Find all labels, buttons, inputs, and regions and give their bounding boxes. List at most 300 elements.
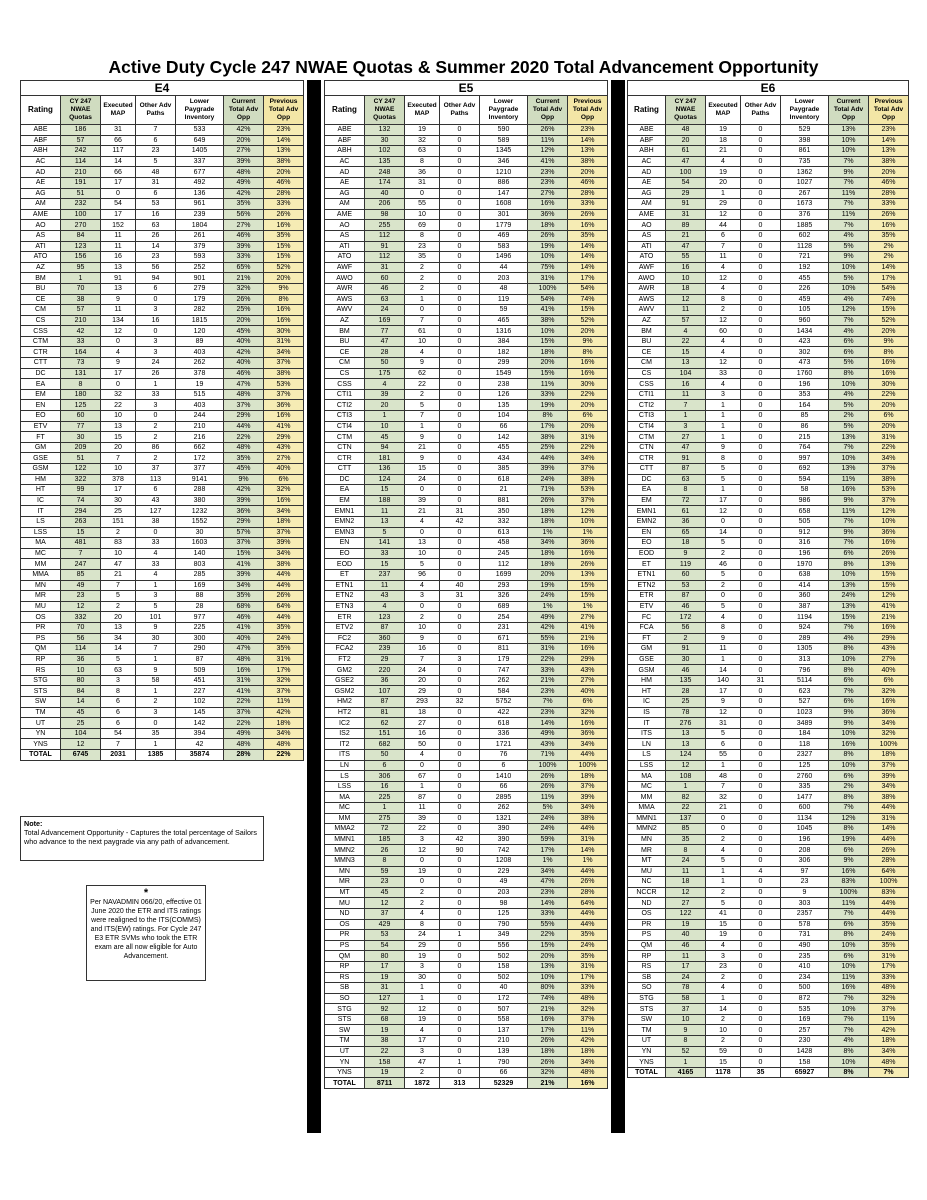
cell-current-adv-opp: 10% <box>829 146 869 157</box>
table-row <box>628 283 909 294</box>
table-row <box>325 241 608 252</box>
cell-quota: 45 <box>365 887 405 898</box>
cell-quota: 62 <box>365 718 405 729</box>
cell-current-adv-opp: 23% <box>528 707 568 718</box>
cell-other-adv-paths: 0 <box>440 252 480 263</box>
cell-rating: FT <box>628 633 666 644</box>
cell-quota: 8 <box>61 379 101 390</box>
table-row <box>21 580 304 591</box>
cell-rating: EA <box>21 379 61 390</box>
cell-executed-map: 4 <box>706 612 741 623</box>
table-row <box>628 654 909 665</box>
cell-lower-inventory: 387 <box>781 601 829 612</box>
cell-previous-adv-opp: 44% <box>568 750 608 761</box>
cell-quota: 8 <box>666 485 706 496</box>
table-row <box>21 538 304 549</box>
cell-executed-map: 1 <box>706 654 741 665</box>
cell-other-adv-paths: 0 <box>741 262 781 273</box>
cell-quota: 151 <box>365 728 405 739</box>
cell-other-adv-paths: 0 <box>440 432 480 443</box>
rating-label: ITS <box>641 730 652 738</box>
cell-previous-adv-opp: 8% <box>264 294 304 305</box>
cell-rating: IC <box>628 697 666 708</box>
cell-executed-map: 5 <box>706 474 741 485</box>
column-header-current-adv-opp: Current Total Adv Opp <box>528 96 568 125</box>
cell-other-adv-paths: 0 <box>741 305 781 316</box>
cell-previous-adv-opp: 16% <box>264 220 304 231</box>
cell-previous-adv-opp: 14% <box>568 241 608 252</box>
cell-previous-adv-opp: 20% <box>568 167 608 178</box>
table-row <box>21 612 304 623</box>
cell-lower-inventory: 649 <box>176 135 224 146</box>
cell-current-adv-opp: 13% <box>528 961 568 972</box>
cell-lower-inventory: 1208 <box>480 855 528 866</box>
cell-current-adv-opp: 16% <box>224 665 264 676</box>
cell-previous-adv-opp: 16% <box>869 368 909 379</box>
cell-previous-adv-opp: 18% <box>568 771 608 782</box>
cell-executed-map: 15 <box>706 919 741 930</box>
cell-executed-map: 15 <box>405 464 440 475</box>
cell-executed-map: 1 <box>706 485 741 496</box>
cell-lower-inventory: 593 <box>176 252 224 263</box>
cell-executed-map: 21 <box>101 569 136 580</box>
cell-executed-map: 6 <box>101 707 136 718</box>
cell-previous-adv-opp: 37% <box>568 464 608 475</box>
cell-lower-inventory: 398 <box>781 135 829 146</box>
cell-current-adv-opp: 9% <box>829 167 869 178</box>
cell-other-adv-paths: 0 <box>440 972 480 983</box>
cell-lower-inventory: 403 <box>176 347 224 358</box>
cell-previous-adv-opp: 37% <box>568 495 608 506</box>
cell-rating: IC2 <box>325 718 365 729</box>
cell-executed-map: 5 <box>706 728 741 739</box>
table-row <box>325 336 608 347</box>
cell-other-adv-paths: 16 <box>136 315 176 326</box>
cell-other-adv-paths: 0 <box>741 432 781 443</box>
cell-rating: EO <box>628 538 666 549</box>
table-row <box>628 1036 909 1047</box>
table-row <box>21 199 304 210</box>
cell-executed-map: 11 <box>101 305 136 316</box>
cell-quota: 22 <box>365 1046 405 1057</box>
cell-previous-adv-opp: 24% <box>568 940 608 951</box>
cell-executed-map: 54 <box>101 728 136 739</box>
table-row <box>325 548 608 559</box>
cell-other-adv-paths: 0 <box>741 125 781 136</box>
cell-rating: IS2 <box>325 728 365 739</box>
cell-quota: 15 <box>61 527 101 538</box>
cell-quota: 50 <box>365 750 405 761</box>
table-row <box>325 230 608 241</box>
cell-lower-inventory: 721 <box>781 252 829 263</box>
cell-executed-map: 7 <box>405 654 440 665</box>
cell-quota: 16 <box>666 379 706 390</box>
table-row <box>21 622 304 633</box>
cell-rating: NC <box>628 877 666 888</box>
cell-executed-map: 10 <box>405 548 440 559</box>
table-row <box>21 241 304 252</box>
cell-previous-adv-opp: 46% <box>264 177 304 188</box>
cell-executed-map: 4 <box>405 908 440 919</box>
cell-executed-map: 1 <box>405 993 440 1004</box>
cell-quota: 114 <box>61 156 101 167</box>
cell-quota: 100 <box>666 167 706 178</box>
cell-quota: 247 <box>61 559 101 570</box>
cell-previous-adv-opp: 34% <box>568 1057 608 1068</box>
cell-rating: LSS <box>325 781 365 792</box>
column-header-other-adv-paths: Other Adv Paths <box>440 96 480 125</box>
cell-quota: 1 <box>666 1057 706 1068</box>
cell-current-adv-opp: 18% <box>528 347 568 358</box>
cell-other-adv-paths: 38 <box>136 516 176 527</box>
cell-rating: MM <box>21 559 61 570</box>
cell-lower-inventory: 671 <box>480 633 528 644</box>
cell-rating: EMN1 <box>325 506 365 517</box>
cell-other-adv-paths: 0 <box>741 919 781 930</box>
cell-rating: AC <box>325 156 365 167</box>
cell-quota: 25 <box>666 697 706 708</box>
cell-executed-map: 17 <box>405 1036 440 1047</box>
cell-other-adv-paths: 0 <box>440 453 480 464</box>
cell-lower-inventory: 469 <box>480 230 528 241</box>
cell-previous-adv-opp: 37% <box>264 358 304 369</box>
table-row <box>628 644 909 655</box>
cell-other-adv-paths: 0 <box>440 220 480 231</box>
cell-other-adv-paths: 0 <box>741 188 781 199</box>
cell-other-adv-paths: 0 <box>440 358 480 369</box>
cell-current-adv-opp: 68% <box>224 601 264 612</box>
cell-other-adv-paths: 0 <box>741 898 781 909</box>
cell-previous-adv-opp: 26% <box>568 209 608 220</box>
cell-previous-adv-opp: 35% <box>869 919 909 930</box>
cell-executed-map: 19 <box>405 1014 440 1025</box>
cell-previous-adv-opp: 10% <box>568 516 608 527</box>
cell-previous-adv-opp: 35% <box>264 644 304 655</box>
cell-rating: QM <box>628 940 666 951</box>
cell-executed-map: 378 <box>101 474 136 485</box>
cell-previous-adv-opp: 100% <box>568 760 608 771</box>
cell-current-adv-opp: 21% <box>224 273 264 284</box>
table-row <box>21 527 304 538</box>
cell-executed-map: 36 <box>405 167 440 178</box>
cell-quota: 87 <box>666 464 706 475</box>
cell-other-adv-paths: 0 <box>440 866 480 877</box>
table-row <box>325 718 608 729</box>
cell-lower-inventory: 558 <box>480 1014 528 1025</box>
cell-current-adv-opp: 31% <box>528 273 568 284</box>
section-label: E4 <box>21 81 304 96</box>
cell-other-adv-paths: 0 <box>741 707 781 718</box>
cell-previous-adv-opp: 12% <box>869 591 909 602</box>
cell-current-adv-opp: 100% <box>829 887 869 898</box>
cell-executed-map: 2 <box>405 898 440 909</box>
cell-quota: 89 <box>666 220 706 231</box>
cell-previous-adv-opp: 74% <box>568 294 608 305</box>
cell-executed-map: 16 <box>405 644 440 655</box>
cell-executed-map: 39 <box>405 495 440 506</box>
cell-lower-inventory: 235 <box>781 951 829 962</box>
cell-quota: 107 <box>365 686 405 697</box>
cell-rating: CTT <box>21 358 61 369</box>
cell-current-adv-opp: 24% <box>528 813 568 824</box>
cell-lower-inventory: 578 <box>781 919 829 930</box>
total-row <box>628 1067 909 1078</box>
cell-rating: PS <box>325 940 365 951</box>
cell-previous-adv-opp: 48% <box>869 983 909 994</box>
table-row <box>628 919 909 930</box>
table-row <box>325 1067 608 1078</box>
cell-lower-inventory: 120 <box>176 326 224 337</box>
cell-previous-adv-opp: 13% <box>869 559 909 570</box>
cell-other-adv-paths: 0 <box>741 336 781 347</box>
cell-lower-inventory: 49 <box>480 877 528 888</box>
cell-rating: MMA <box>628 803 666 814</box>
cell-previous-adv-opp: 46% <box>869 177 909 188</box>
table-row <box>21 707 304 718</box>
cell-current-adv-opp: 8% <box>829 559 869 570</box>
cell-previous-adv-opp: 52% <box>568 315 608 326</box>
cell-lower-inventory: 172 <box>176 453 224 464</box>
cell-current-adv-opp: 10% <box>829 1004 869 1015</box>
cell-rating: SO <box>325 993 365 1004</box>
cell-executed-map: 10 <box>101 548 136 559</box>
cell-current-adv-opp: 12% <box>528 146 568 157</box>
cell-current-adv-opp: 7% <box>829 177 869 188</box>
cell-executed-map: 8 <box>706 622 741 633</box>
table-row <box>628 591 909 602</box>
cell-executed-map: 0 <box>706 516 741 527</box>
cell-lower-inventory: 98 <box>480 898 528 909</box>
cell-rating: HM <box>21 474 61 485</box>
cell-quota: 13 <box>666 728 706 739</box>
cell-other-adv-paths: 0 <box>136 411 176 422</box>
cell-quota: 45 <box>61 707 101 718</box>
cell-rating: CTI2 <box>628 400 666 411</box>
cell-other-adv-paths: 0 <box>741 1014 781 1025</box>
cell-other-adv-paths: 0 <box>741 718 781 729</box>
cell-current-adv-opp: 10% <box>829 940 869 951</box>
cell-current-adv-opp: 23% <box>528 167 568 178</box>
cell-executed-map: 5 <box>405 400 440 411</box>
table-row <box>325 1014 608 1025</box>
cell-previous-adv-opp: 34% <box>264 506 304 517</box>
cell-previous-adv-opp: 37% <box>264 389 304 400</box>
cell-current-adv-opp: 16% <box>829 866 869 877</box>
table-row <box>628 411 909 422</box>
cell-executed-map: 2 <box>706 548 741 559</box>
cell-current-adv-opp: 71% <box>528 750 568 761</box>
cell-other-adv-paths: 0 <box>136 718 176 729</box>
cell-quota: 104 <box>666 368 706 379</box>
table-row <box>628 506 909 517</box>
cell-previous-adv-opp: 32% <box>264 675 304 686</box>
cell-quota: 6 <box>365 760 405 771</box>
cell-previous-adv-opp: 44% <box>869 834 909 845</box>
column-header-other-adv-paths: Other Adv Paths <box>741 96 781 125</box>
cell-executed-map: 5 <box>405 559 440 570</box>
cell-executed-map: 31 <box>405 177 440 188</box>
cell-rating: STS <box>21 686 61 697</box>
table-row <box>325 633 608 644</box>
cell-quota: 125 <box>61 400 101 411</box>
cell-rating: MC <box>21 548 61 559</box>
cell-other-adv-paths: 0 <box>741 591 781 602</box>
cell-executed-map: 29 <box>405 686 440 697</box>
cell-current-adv-opp: 8% <box>829 824 869 835</box>
cell-rating: UT <box>21 718 61 729</box>
cell-previous-adv-opp: 26% <box>869 548 909 559</box>
cell-quota: 70 <box>61 283 101 294</box>
cell-rating <box>313 749 365 761</box>
cell-executed-map: 0 <box>706 813 741 824</box>
cell-rating: MMA <box>21 569 61 580</box>
cell-quota: 220 <box>365 665 405 676</box>
cell-current-adv-opp: 7% <box>829 686 869 697</box>
cell-current-adv-opp: 11% <box>829 209 869 220</box>
cell-other-adv-paths: 0 <box>440 781 480 792</box>
cell-rating: ATO <box>628 252 666 263</box>
cell-previous-adv-opp: 12% <box>568 506 608 517</box>
cell-rating: STG <box>21 675 61 686</box>
cell-executed-map: 11 <box>405 803 440 814</box>
cell-quota: 7 <box>666 400 706 411</box>
cell-current-adv-opp: 16% <box>829 983 869 994</box>
cell-executed-map: 2 <box>101 527 136 538</box>
rating-label: ETR <box>639 592 654 600</box>
table-row <box>325 379 608 390</box>
cell-current-adv-opp: 4% <box>829 389 869 400</box>
cell-rating: OS <box>325 919 365 930</box>
table-row <box>628 400 909 411</box>
cell-other-adv-paths: 42 <box>440 834 480 845</box>
cell-rating: CTI1 <box>628 389 666 400</box>
cell-quota: 206 <box>365 199 405 210</box>
cell-lower-inventory: 1405 <box>176 146 224 157</box>
cell-lower-inventory: 515 <box>176 389 224 400</box>
cell-quota: 12 <box>666 294 706 305</box>
cell-previous-adv-opp: 41% <box>264 421 304 432</box>
cell-executed-map: 63 <box>405 146 440 157</box>
cell-quota: 112 <box>365 252 405 263</box>
cell-executed-map: 12 <box>706 506 741 517</box>
cell-other-adv-paths: 0 <box>440 262 480 273</box>
cell-other-adv-paths: 3 <box>136 400 176 411</box>
cell-lower-inventory: 1549 <box>480 368 528 379</box>
cell-quota: 77 <box>365 326 405 337</box>
cell-quota: 294 <box>61 506 101 517</box>
cell-previous-adv-opp: 32% <box>869 993 909 1004</box>
cell-previous-adv-opp: 26% <box>869 845 909 856</box>
cell-quota: 60 <box>365 273 405 284</box>
table-row <box>628 1014 909 1025</box>
cell-rating: AM <box>21 199 61 210</box>
cell-executed-map: 5 <box>706 898 741 909</box>
cell-other-adv-paths: 0 <box>440 156 480 167</box>
cell-lower-inventory: 535 <box>781 1004 829 1015</box>
cell-rating: LS <box>21 516 61 527</box>
cell-current-adv-opp: 8% <box>829 750 869 761</box>
cell-lower-inventory: 97 <box>781 866 829 877</box>
cell-other-adv-paths: 0 <box>440 167 480 178</box>
cell-other-adv-paths: 0 <box>136 294 176 305</box>
cell-rating: MT <box>325 887 365 898</box>
cell-previous-adv-opp: 22% <box>264 750 304 761</box>
star-marker: * <box>616 727 620 738</box>
cell-quota: 48 <box>666 125 706 136</box>
cell-other-adv-paths: 37 <box>136 464 176 475</box>
cell-executed-map: 3 <box>101 675 136 686</box>
cell-quota: 55 <box>666 252 706 263</box>
cell-other-adv-paths: 0 <box>741 220 781 231</box>
cell-other-adv-paths: 0 <box>440 389 480 400</box>
cell-current-adv-opp: 19% <box>528 400 568 411</box>
cell-other-adv-paths: 0 <box>741 209 781 220</box>
cell-lower-inventory: 267 <box>781 188 829 199</box>
cell-previous-adv-opp: 44% <box>869 908 909 919</box>
cell-executed-map: 20 <box>405 675 440 686</box>
cell-rating: CTI4 <box>325 421 365 432</box>
cell-previous-adv-opp: 15% <box>568 591 608 602</box>
cell-rating: ETN3 <box>325 601 365 612</box>
cell-quota: 209 <box>61 442 101 453</box>
cell-previous-adv-opp: 17% <box>869 273 909 284</box>
cell-quota: 11 <box>666 389 706 400</box>
cell-lower-inventory: 589 <box>480 135 528 146</box>
cell-rating: MMN3 <box>325 855 365 866</box>
cell-quota: 11 <box>365 580 405 591</box>
cell-executed-map: 54 <box>101 199 136 210</box>
cell-rating: AG <box>21 188 61 199</box>
cell-executed-map: 4 <box>706 347 741 358</box>
cell-rating: ETN1 <box>628 569 666 580</box>
cell-current-adv-opp: 23% <box>528 686 568 697</box>
cell-lower-inventory: 360 <box>781 591 829 602</box>
cell-quota: 164 <box>61 347 101 358</box>
cell-quota: 60 <box>666 569 706 580</box>
table-row <box>628 538 909 549</box>
cell-other-adv-paths: 0 <box>440 527 480 538</box>
cell-rating: MMN2 <box>628 824 666 835</box>
table-row <box>628 485 909 496</box>
cell-executed-map: 140 <box>706 675 741 686</box>
cell-executed-map: 4 <box>405 750 440 761</box>
cell-quota: 20 <box>666 135 706 146</box>
cell-executed-map: 2 <box>706 887 741 898</box>
cell-previous-adv-opp: 36% <box>869 527 909 538</box>
cell-lower-inventory: 125 <box>480 908 528 919</box>
cell-current-adv-opp: 21% <box>528 1004 568 1015</box>
cell-lower-inventory: 2895 <box>480 792 528 803</box>
cell-lower-inventory: 1410 <box>480 771 528 782</box>
cell-current-adv-opp: 7% <box>829 908 869 919</box>
cell-lower-inventory: 229 <box>480 866 528 877</box>
cell-other-adv-paths: 0 <box>440 633 480 644</box>
cell-rating: AWS <box>628 294 666 305</box>
cell-rating: CTI3 <box>325 411 365 422</box>
cell-rating: UT <box>325 1046 365 1057</box>
cell-lower-inventory: 490 <box>781 940 829 951</box>
cell-lower-inventory: 872 <box>781 993 829 1004</box>
cell-lower-inventory: 1045 <box>781 824 829 835</box>
cell-current-adv-opp: 20% <box>528 569 568 580</box>
cell-executed-map: 12 <box>405 1004 440 1015</box>
table-row <box>325 177 608 188</box>
cell-current-adv-opp: 41% <box>224 559 264 570</box>
cell-quota: 122 <box>61 464 101 475</box>
cell-current-adv-opp: 32% <box>224 283 264 294</box>
cell-lower-inventory: 451 <box>176 675 224 686</box>
cell-other-adv-paths: 14 <box>136 241 176 252</box>
